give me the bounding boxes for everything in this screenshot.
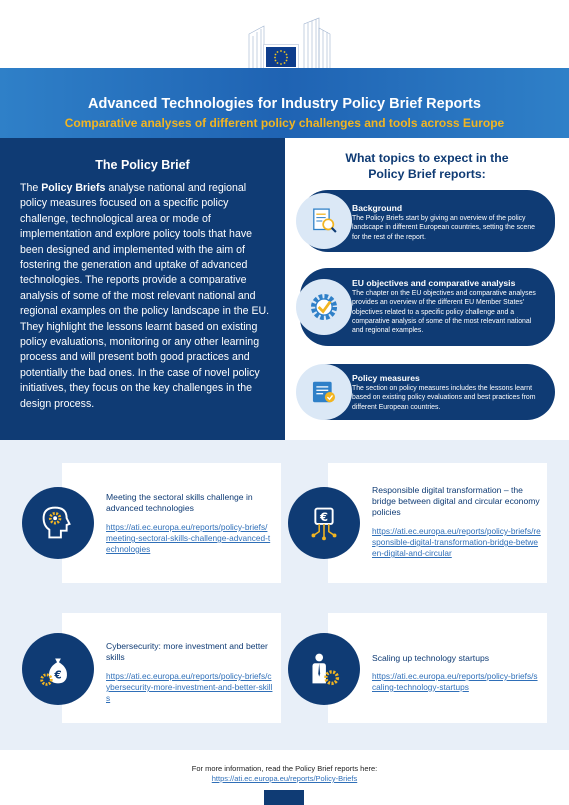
footer-link[interactable]: https://ati.ec.europa.eu/reports/Policy-Briefs	[211, 774, 358, 783]
report-link[interactable]: https://ati.ec.europa.eu/reports/policy-briefs/responsible-digital-transformation-bridge-between-digital-and-circular	[372, 526, 541, 558]
report-title: Meeting the sectoral skills challenge in advanced technologies	[106, 492, 253, 513]
title-banner	[0, 68, 569, 138]
page-subtitle: Comparative analyses of different policy challenges and tools across Europe	[64, 116, 505, 130]
report-title: Responsible digital transformation – the bridge between digital and circular economy policies	[372, 485, 540, 517]
reports-section	[0, 440, 569, 750]
report-card-startups[interactable]	[328, 613, 547, 723]
svg-text:€: €	[54, 669, 62, 682]
topic-body: The Policy Briefs start by giving an overview of the policy landscape in different European countries, setting the scene for the rest of the report.	[352, 215, 535, 241]
topic-body: The section on policy measures includes the lessons learnt based on existing policy evaluations and best practices from different European countries.	[352, 385, 536, 411]
topic-body: The chapter on the EU objectives and comparative analyses provides an overview of the different EU Member States' objectives related to a specific policy challenge and a comparative analysis of some of the most relevant national and regional examples.	[352, 290, 536, 335]
intro-pre: The	[20, 182, 42, 194]
report-card-cybersecurity[interactable]	[54, 613, 281, 723]
topics-heading-line-2: Policy Brief reports:	[368, 167, 486, 181]
footer	[0, 750, 569, 805]
report-title: Scaling up technology startups	[372, 653, 490, 663]
report-card-digital-transformation[interactable]	[319, 463, 547, 583]
document-search-icon	[296, 193, 352, 249]
gear-check-icon	[296, 279, 352, 335]
svg-text:€: €	[319, 510, 329, 525]
footer-bar	[264, 790, 304, 805]
topic-title: Background	[352, 203, 403, 213]
head-gear-icon	[22, 487, 94, 559]
report-link[interactable]: https://ati.ec.europa.eu/reports/policy-briefs/meeting-sectoral-skills-challenge-advanced-technologies	[106, 522, 271, 554]
topics-panel	[285, 138, 569, 440]
businessman-gear-icon	[288, 633, 360, 705]
report-card-skills[interactable]	[62, 463, 281, 583]
report-title: Cybersecurity: more investment and better skills	[106, 641, 268, 662]
topic-background	[300, 190, 555, 252]
topic-title: EU objectives and comparative analysis	[352, 278, 516, 288]
topic-policy-measures	[300, 364, 555, 420]
policy-brief-text	[20, 181, 272, 412]
eu-flag-icon	[266, 47, 296, 67]
money-bag-gear-icon	[22, 633, 94, 705]
euro-circuit-icon	[288, 487, 360, 559]
policy-brief-panel	[0, 138, 285, 440]
footer-text: For more information, read the Policy Brief reports here:	[191, 764, 378, 773]
intro-post: analyse national and regional policy measures focused on a specific policy challenge, technological area or mode of implementation and explore policy tools that have been designed and implemented with the aim of fostering the generation and uptake of advanced technologies. The reports provide a comparative analysis of some of the most relevant national and regional examples on the policy landscape in the EU. They highlight the lessons learnt based on existing policy evaluations, monitoring or any other learning process and will present both good practices and potentially the bad ones. In the case of novel policy initiatives, they focus on the key challenges in the design process.	[20, 182, 270, 410]
topics-heading	[285, 150, 569, 182]
policy-brief-heading: The Policy Brief	[95, 158, 190, 172]
topic-eu-objectives	[300, 268, 555, 346]
report-link[interactable]: https://ati.ec.europa.eu/reports/policy-briefs/scaling-technology-startups	[372, 671, 538, 692]
topic-title: Policy measures	[352, 373, 420, 383]
page-title: Advanced Technologies for Industry Policy Brief Reports	[88, 96, 481, 112]
topics-heading-line-1: What topics to expect in the	[345, 151, 509, 165]
policy-document-icon	[296, 364, 352, 420]
intro-bold: Policy Briefs	[41, 182, 106, 194]
report-link[interactable]: https://ati.ec.europa.eu/reports/policy-briefs/cybersecurity-more-investment-and-better-skills	[106, 671, 273, 703]
